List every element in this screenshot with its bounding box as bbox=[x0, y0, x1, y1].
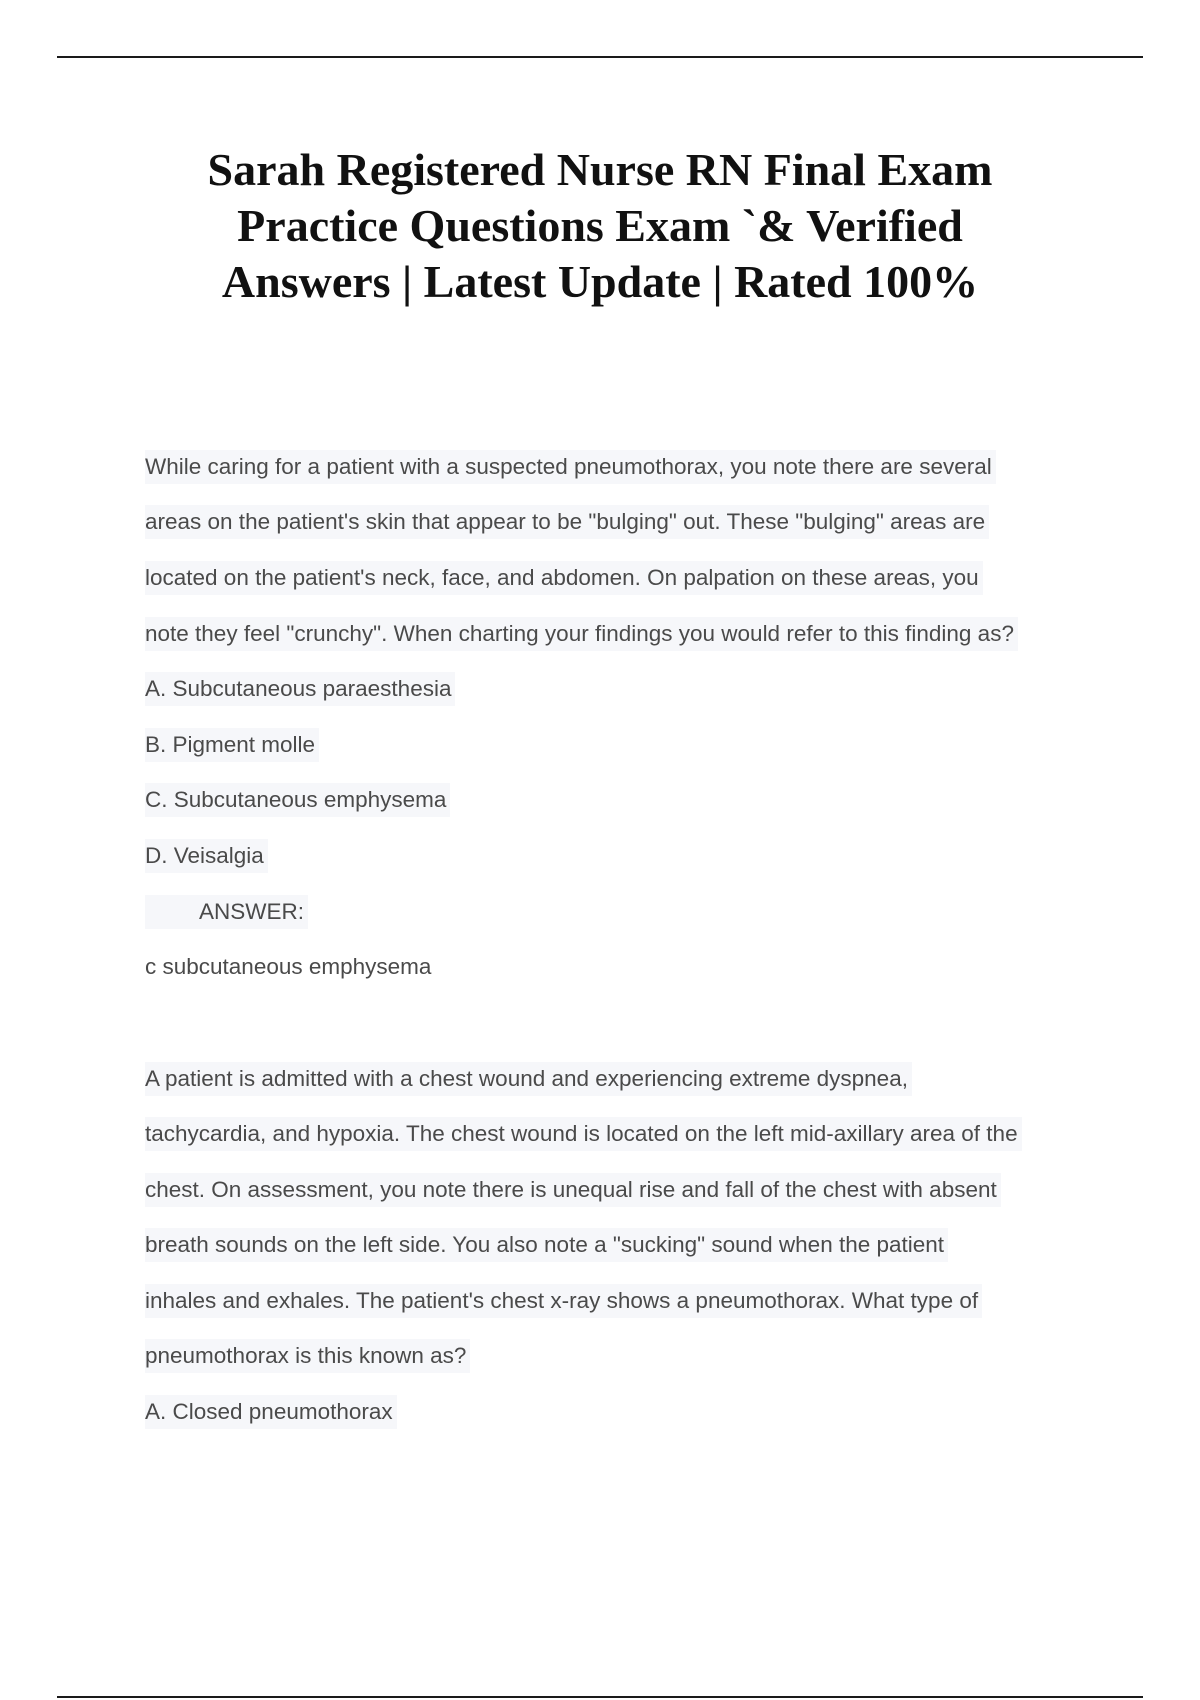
option-a: A. Subcutaneous paraesthesia bbox=[145, 672, 455, 706]
answer-label-row bbox=[145, 895, 308, 929]
question-stem-line: inhales and exhales. The patient's chest x-ray shows a pneumothorax. What type of bbox=[145, 1284, 982, 1318]
question-stem-line: tachycardia, and hypoxia. The chest wound is located on the left mid-axillary area of the bbox=[145, 1117, 1022, 1151]
question-stem-line: chest. On assessment, you note there is unequal rise and fall of the chest with absent bbox=[145, 1173, 1001, 1207]
answer-text: c subcutaneous emphysema bbox=[145, 954, 432, 979]
top-rule bbox=[57, 56, 1143, 58]
title-line: Sarah Registered Nurse RN Final Exam bbox=[207, 144, 993, 195]
option-b: B. Pigment molle bbox=[145, 728, 319, 762]
question-stem-line: pneumothorax is this known as? bbox=[145, 1339, 470, 1373]
question-stem-line: A patient is admitted with a chest wound and experiencing extreme dyspnea, bbox=[145, 1062, 912, 1096]
question-stem-line: areas on the patient's skin that appear to be "bulging" out. These "bulging" areas are bbox=[145, 505, 989, 539]
option-d: D. Veisalgia bbox=[145, 839, 268, 873]
option-a: A. Closed pneumothorax bbox=[145, 1395, 397, 1429]
document-title bbox=[100, 142, 1100, 310]
title-line: Answers | Latest Update | Rated 100% bbox=[221, 256, 979, 307]
bottom-rule bbox=[57, 1696, 1143, 1698]
question-stem-line: breath sounds on the left side. You also note a "sucking" sound when the patient bbox=[145, 1228, 948, 1262]
option-c: C. Subcutaneous emphysema bbox=[145, 783, 450, 817]
question-stem-line: note they feel "crunchy". When charting your findings you would refer to this finding as? bbox=[145, 617, 1018, 651]
answer-label: ANSWER: bbox=[199, 899, 305, 924]
title-line: Practice Questions Exam `& Verified bbox=[237, 200, 963, 251]
question-stem-line: While caring for a patient with a suspected pneumothorax, you note there are several bbox=[145, 450, 996, 484]
question-stem-line: located on the patient's neck, face, and abdomen. On palpation on these areas, you bbox=[145, 561, 983, 595]
